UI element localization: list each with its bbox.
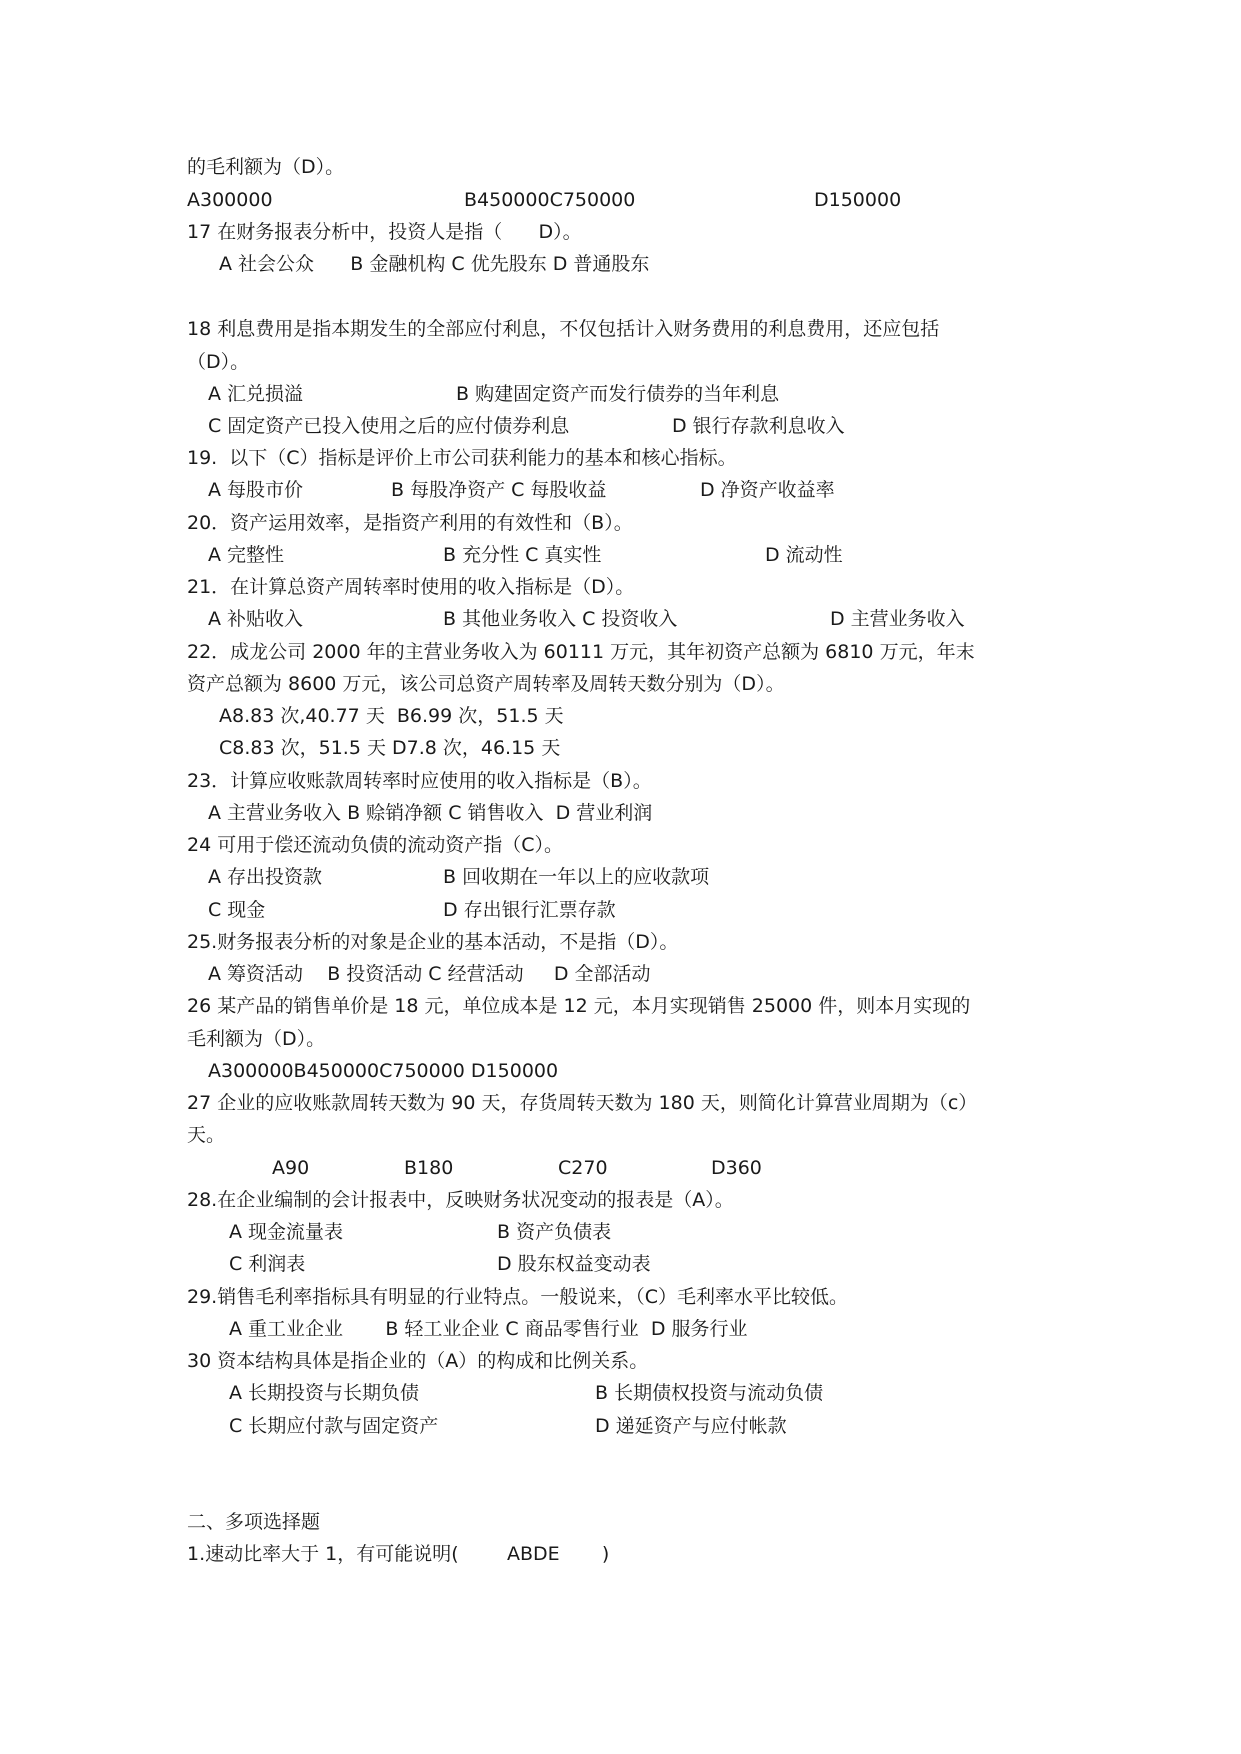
- option: A 现金流量表: [229, 1221, 344, 1243]
- option: B450000C750000: [464, 189, 636, 211]
- question: 18 利息费用是指本期发生的全部应付利息，不仅包括计入财务费用的利息费用，还应包括: [187, 318, 940, 340]
- question: 1.速动比率大于 1，有可能说明( ABDE ): [187, 1543, 610, 1565]
- question: 30 资本结构具体是指企业的（A）的构成和比例关系。: [187, 1350, 649, 1372]
- option: D 主营业务收入: [830, 608, 965, 630]
- option: A8.83 次,40.77 天 B6.99 次，51.5 天: [219, 705, 564, 727]
- question: 20．资产运用效率，是指资产利用的有效性和（B）。: [187, 512, 633, 534]
- question: 25.财务报表分析的对象是企业的基本活动，不是指（D）。: [187, 931, 679, 953]
- option: A 每股市价: [208, 479, 304, 501]
- question: 26 某产品的销售单价是 18 元，单位成本是 12 元，本月实现销售 25000 件，则本月实现的: [187, 995, 971, 1017]
- option: A90: [272, 1157, 310, 1179]
- option: B 长期债权投资与流动负债: [595, 1382, 824, 1404]
- option: C 利润表: [229, 1253, 306, 1275]
- option: A 完整性: [208, 544, 285, 566]
- text-line: 毛利额为（D）。: [187, 1028, 326, 1050]
- option: B 充分性 C 真实性: [443, 544, 602, 566]
- option: A300000: [187, 189, 273, 211]
- option: B 每股净资产 C 每股收益: [391, 479, 607, 501]
- option: B 其他业务收入 C 投资收入: [443, 608, 678, 630]
- option: A 筹资活动 B 投资活动 C 经营活动 D 全部活动: [208, 963, 651, 985]
- option: D 净资产收益率: [700, 479, 835, 501]
- option: A 主营业务收入 B 赊销净额 C 销售收入 D 营业利润: [208, 802, 653, 824]
- option: C270: [558, 1157, 608, 1179]
- text-line: （D）。: [187, 351, 250, 373]
- question: 24 可用于偿还流动负债的流动资产指（C）。: [187, 834, 563, 856]
- question: 27 企业的应收账款周转天数为 90 天，存货周转天数为 180 天，则简化计算营业周期为（c）: [187, 1092, 978, 1114]
- option: A 社会公众 B 金融机构 C 优先股东 D 普通股东: [219, 253, 650, 275]
- option: D 银行存款利息收入: [672, 415, 845, 437]
- option: A 汇兑损溢: [208, 383, 304, 405]
- option: C 长期应付款与固定资产: [229, 1415, 439, 1437]
- question: 17 在财务报表分析中，投资人是指（ D）。: [187, 221, 582, 243]
- option: D150000: [814, 189, 902, 211]
- question: 22．成龙公司 2000 年的主营业务收入为 60111 万元，其年初资产总额为 6810 万元，年末: [187, 641, 975, 663]
- option: C 固定资产已投入使用之后的应付债券利息: [208, 415, 570, 437]
- option: D 存出银行汇票存款: [443, 899, 616, 921]
- option: D 股东权益变动表: [497, 1253, 651, 1275]
- option: D 递延资产与应付帐款: [595, 1415, 787, 1437]
- text-line: 资产总额为 8600 万元，该公司总资产周转率及周转天数分别为（D）。: [187, 673, 785, 695]
- option: A 长期投资与长期负债: [229, 1382, 420, 1404]
- option: D 流动性: [765, 544, 843, 566]
- option: B 资产负债表: [497, 1221, 612, 1243]
- option: A 重工业企业 B 轻工业企业 C 商品零售行业 D 服务行业: [229, 1318, 748, 1340]
- option: B180: [404, 1157, 454, 1179]
- option: B 回收期在一年以上的应收款项: [443, 866, 710, 888]
- option: C8.83 次，51.5 天 D7.8 次，46.15 天: [219, 737, 561, 759]
- option: A 补贴收入: [208, 608, 304, 630]
- question: 29.销售毛利率指标具有明显的行业特点。一般说来，（C）毛利率水平比较低。: [187, 1286, 848, 1308]
- option: D360: [711, 1157, 762, 1179]
- text-line: 的毛利额为（D）。: [187, 156, 345, 178]
- option: A 存出投资款: [208, 866, 323, 888]
- question: 28.在企业编制的会计报表中，反映财务状况变动的报表是（A）。: [187, 1189, 734, 1211]
- text-line: 天。: [187, 1124, 226, 1146]
- question: 21．在计算总资产周转率时使用的收入指标是（D）。: [187, 576, 635, 598]
- option: C 现金: [208, 899, 266, 921]
- option: A300000B450000C750000 D150000: [208, 1060, 559, 1082]
- option: B 购建固定资产而发行债券的当年利息: [456, 383, 780, 405]
- question: 19. 以下（C）指标是评价上市公司获利能力的基本和核心指标。: [187, 447, 737, 469]
- question: 23．计算应收账款周转率时应使用的收入指标是（B）。: [187, 770, 652, 792]
- section-heading: 二、多项选择题: [187, 1511, 321, 1533]
